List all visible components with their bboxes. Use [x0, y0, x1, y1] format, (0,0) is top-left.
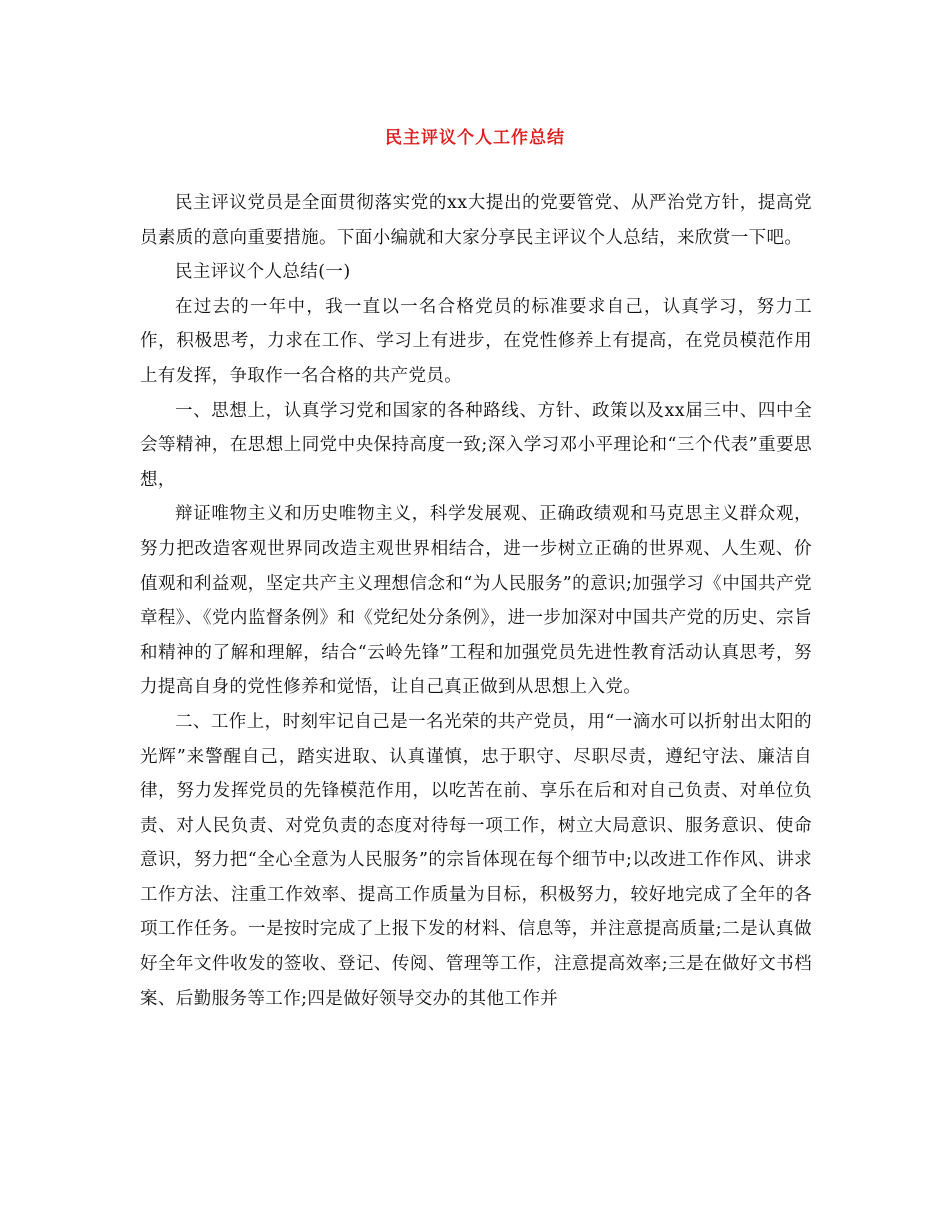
paragraph-overview: 在过去的一年中，我一直以一名合格党员的标准要求自己，认真学习，努力工作，积极思考，力求在工作、学习上有进步，在党性修养上有提高，在党员模范作用上有发挥，争取作一名合格的共产党员。	[140, 296, 812, 386]
document-body	[140, 186, 812, 1016]
section-heading: 民主评议个人总结(一)	[175, 262, 351, 283]
paragraph-intro: 民主评议党员是全面贯彻落实党的xx大提出的党要管党、从严治党方针，提高党员素质的意向重要措施。下面小编就和大家分享民主评议个人总结，来欣赏一下吧。	[140, 193, 812, 248]
paragraph-ideology: 一、思想上，认真学习党和国家的各种路线、方针、政策以及xx届三中、四中全会等精神，在思想上同党中央保持高度一致;深入学习邓小平理论和“三个代表”重要思想，	[140, 400, 812, 490]
paragraph-work: 二、工作上，时刻牢记自己是一名光荣的共产党员，用“一滴水可以折射出太阳的光辉”来警醒自己，踏实进取、认真谨慎，忠于职守、尽职尽责，遵纪守法、廉洁自律，努力发挥党员的先锋模范作用，以吃苦在前、享乐在后和对自己负责、对单位负责、对人民负责、对党负责的态度对待每一项工作，树立大局意识、服务意识、使命意识，努力把“全心全意为人民服务”的宗旨体现在每个细节中;以改进工作作风、讲求工作方法、注重工作效率、提高工作质量为目标，积极努力，较好地完成了全年的各项工作任务。一是按时完成了上报下发的材料、信息等，并注意提高质量;二是认真做好全年文件收发的签收、登记、传阅、管理等工作，注意提高效率;三是在做好文书档案、后勤服务等工作;四是做好领导交办的其他工作并	[140, 711, 812, 1009]
paragraph-theory: 辩证唯物主义和历史唯物主义，科学发展观、正确政绩观和马克思主义群众观，努力把改造客观世界同改造主观世界相结合，进一步树立正确的世界观、人生观、价值观和利益观，坚定共产主义理想信念和“为人民服务”的意识;加强学习《中国共产党章程》、《党内监督条例》和《党纪处分条例》，进一步加深对中国共产党的历史、宗旨和精神的了解和理解，结合“云岭先锋”工程和加强党员先进性教育活动认真思考，努力提高自身的党性修养和觉悟，让自己真正做到从思想上入党。	[140, 504, 812, 698]
document-title: 民主评议个人工作总结	[385, 128, 565, 148]
